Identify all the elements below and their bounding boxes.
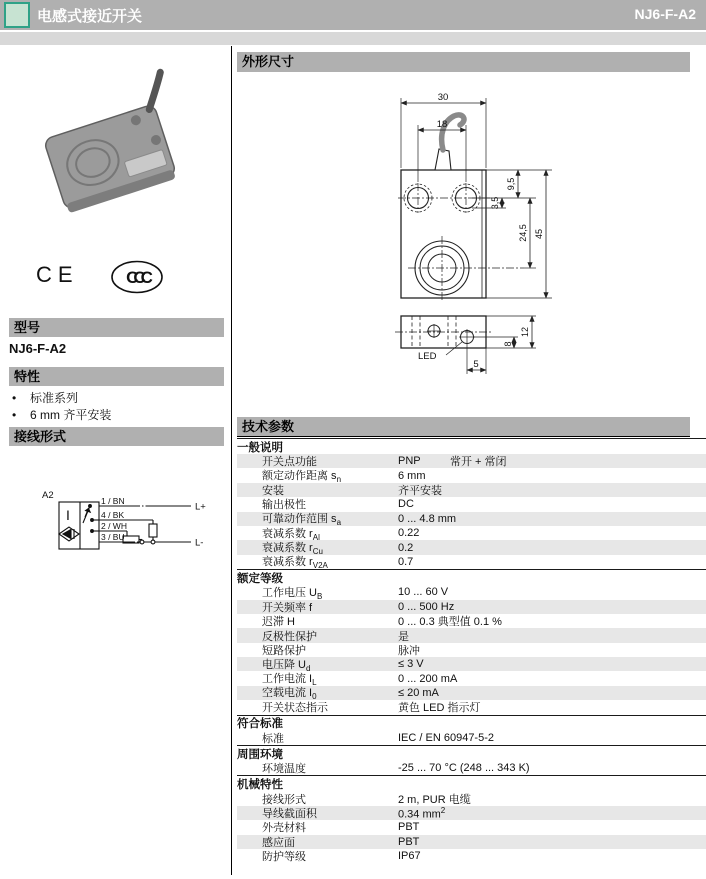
feature-text: 6 mm 齐平安装 xyxy=(30,408,112,422)
spec-value: -25 ... 70 °C (248 ... 343 K) xyxy=(398,762,530,775)
spec-row xyxy=(237,835,706,849)
spec-section-header xyxy=(237,775,706,791)
spec-label: 衰减系数 $r_{Al}$ xyxy=(262,527,320,542)
spec-label: 开关状态指示 xyxy=(262,702,328,715)
spec-label: 开关点功能 xyxy=(262,456,317,469)
spec-label: 反极性保护 xyxy=(262,630,317,643)
dim-label-45: 45 xyxy=(534,228,544,240)
spec-value: DC xyxy=(398,498,414,511)
wiring-variant-label: A2 xyxy=(42,490,54,501)
section-title-dimensions: 外形尺寸 xyxy=(237,52,690,72)
spec-value: ≤ 20 mA xyxy=(398,687,439,700)
ccc-mark xyxy=(108,258,166,296)
spec-label: 导线截面积 xyxy=(262,808,317,821)
spec-label: 额定动作距离 $s_n$ xyxy=(262,470,342,485)
spec-row xyxy=(237,849,706,863)
spec-value: 0 ... 0.3 典型值 0.1 % xyxy=(398,616,502,629)
spec-value: IEC / EN 60947-5-2 xyxy=(398,731,494,744)
spec-value: 0.7 xyxy=(398,555,414,568)
spec-label: 开关频率 f xyxy=(262,601,313,614)
spec-value: 0.22 xyxy=(398,527,420,540)
spec-label: 工作电流 $I_L$ xyxy=(262,673,317,688)
spec-value: 是 xyxy=(398,630,409,643)
feature-item xyxy=(9,389,111,406)
spec-label: 短路保护 xyxy=(262,644,306,657)
spec-section-label: 符合标准 xyxy=(237,718,283,731)
supply-plus-label: L+ xyxy=(195,501,206,513)
header-model-number: NJ6-F-A2 xyxy=(634,6,696,22)
wire-label-bn: 1 / BN xyxy=(101,496,125,506)
wiring-box xyxy=(59,502,99,549)
spec-section-label: 额定等级 xyxy=(237,572,283,585)
product-photo-image xyxy=(30,62,190,257)
dim-label-width: 30 xyxy=(437,92,449,103)
spec-row xyxy=(237,555,706,569)
spec-label: 感应面 xyxy=(262,836,295,849)
spec-label: 可靠动作范围 $s_a$ xyxy=(262,513,342,528)
spec-row xyxy=(237,614,706,628)
spec-value: 黄色 LED 指示灯 xyxy=(398,702,481,715)
spec-section-label: 周围环境 xyxy=(237,748,283,761)
page-title: 电感式接近开关 xyxy=(37,8,143,25)
spec-section-header xyxy=(237,438,706,454)
spec-row xyxy=(237,731,706,745)
spec-value: 2 m, PUR 电缆 xyxy=(398,793,471,806)
bullet-dot: • xyxy=(12,407,17,422)
dim-label-12: 12 xyxy=(520,326,530,338)
spec-value: 0.34 $mm^2$ xyxy=(398,805,446,821)
spec-label: 环境温度 xyxy=(262,763,306,776)
wiring-diagram xyxy=(30,487,225,582)
spec-row xyxy=(237,686,706,700)
ce-mark: CE xyxy=(36,262,79,287)
spec-value: IP67 xyxy=(398,850,421,863)
spec-value: PNP xyxy=(398,455,421,468)
header-bar xyxy=(0,0,706,30)
spec-label: 衰减系数 $r_{Cu}$ xyxy=(262,541,323,557)
wire-label-wh: 2 / WH xyxy=(101,521,127,531)
section-title-connection: 接线形式 xyxy=(9,427,224,446)
dim-label-5: 5 xyxy=(473,359,479,370)
tech-data-table xyxy=(237,438,706,863)
spec-value: 0.2 xyxy=(398,541,414,554)
spec-value: 0 ... 200 mA xyxy=(398,672,458,685)
spec-row xyxy=(237,600,706,614)
spec-label: 电压降 $U_d$ xyxy=(262,658,311,673)
load-resistor-bk xyxy=(149,524,157,537)
spec-value: PBT xyxy=(398,835,420,848)
dim-label-hole-spacing: 18 xyxy=(436,119,448,130)
spec-value: ≤ 3 V xyxy=(398,658,424,671)
spec-label: 工作电压 $U_B$ xyxy=(262,586,323,601)
spec-value: 0 ... 500 Hz xyxy=(398,600,455,613)
spec-section-header xyxy=(237,715,706,731)
spec-label: 空载电流 $I_0$ xyxy=(262,687,317,702)
bullet-dot: • xyxy=(12,390,17,405)
spec-label: 外壳材料 xyxy=(262,822,306,835)
section-title-features: 特性 xyxy=(9,367,224,386)
spec-label: 标准 xyxy=(262,732,284,745)
spec-value: 10 ... 60 V xyxy=(398,586,449,599)
front-view-body xyxy=(401,170,486,298)
sensor-cable xyxy=(139,72,170,109)
feature-item xyxy=(9,406,111,423)
dim-label-8: 8 xyxy=(503,341,513,347)
sensor-i-symbol: I xyxy=(66,507,70,523)
header-substrip xyxy=(0,32,706,45)
spec-value: 脉冲 xyxy=(398,644,420,657)
spec-row xyxy=(237,791,706,805)
supply-minus-label: L- xyxy=(195,537,204,549)
spec-row xyxy=(237,585,706,599)
spec-value: 6 mm xyxy=(398,469,426,482)
spec-value: 0 ... 4.8 mm xyxy=(398,512,457,525)
spec-row xyxy=(237,761,706,775)
dimension-drawing xyxy=(232,85,706,415)
spec-row xyxy=(237,820,706,834)
ccc-mark-letters: CCC xyxy=(126,268,148,287)
spec-row xyxy=(237,806,706,820)
dim-label-9-5: 9,5 xyxy=(506,177,516,191)
section-title-tech-data: 技术参数 xyxy=(237,417,690,437)
spec-label: 防护等级 xyxy=(262,851,306,864)
spec-label: 衰减系数 $r_{V2A}$ xyxy=(262,556,328,571)
brand-icon xyxy=(4,2,30,28)
spec-label: 安装 xyxy=(262,484,284,497)
spec-row xyxy=(237,628,706,642)
dim-label-3-5: 3,5 xyxy=(490,196,500,210)
spec-label: 输出极性 xyxy=(262,499,306,512)
section-title-model: 型号 xyxy=(9,318,224,337)
spec-value-secondary: 常开 + 常闭 xyxy=(450,456,507,469)
wire-label-bk: 4 / BK xyxy=(101,510,125,520)
spec-value: 齐平安装 xyxy=(398,484,442,497)
spec-section-header xyxy=(237,569,706,585)
spec-section-label: 机械特性 xyxy=(237,778,283,791)
features-list xyxy=(9,389,111,423)
spec-label: 迟滞 H xyxy=(262,616,295,629)
dim-label-24-5: 24,5 xyxy=(518,224,528,242)
model-number: NJ6-F-A2 xyxy=(9,341,67,356)
led-label: LED xyxy=(418,351,437,362)
spec-label: 接线形式 xyxy=(262,793,306,806)
wire-label-bu: 3 / BU xyxy=(101,532,125,542)
feature-text: 标准系列 xyxy=(30,391,79,405)
spec-row xyxy=(237,483,706,497)
spec-row xyxy=(237,468,706,485)
spec-row xyxy=(237,700,706,714)
spec-section-label: 一般说明 xyxy=(237,441,283,454)
spec-value: PBT xyxy=(398,821,420,834)
spec-section-header xyxy=(237,745,706,761)
